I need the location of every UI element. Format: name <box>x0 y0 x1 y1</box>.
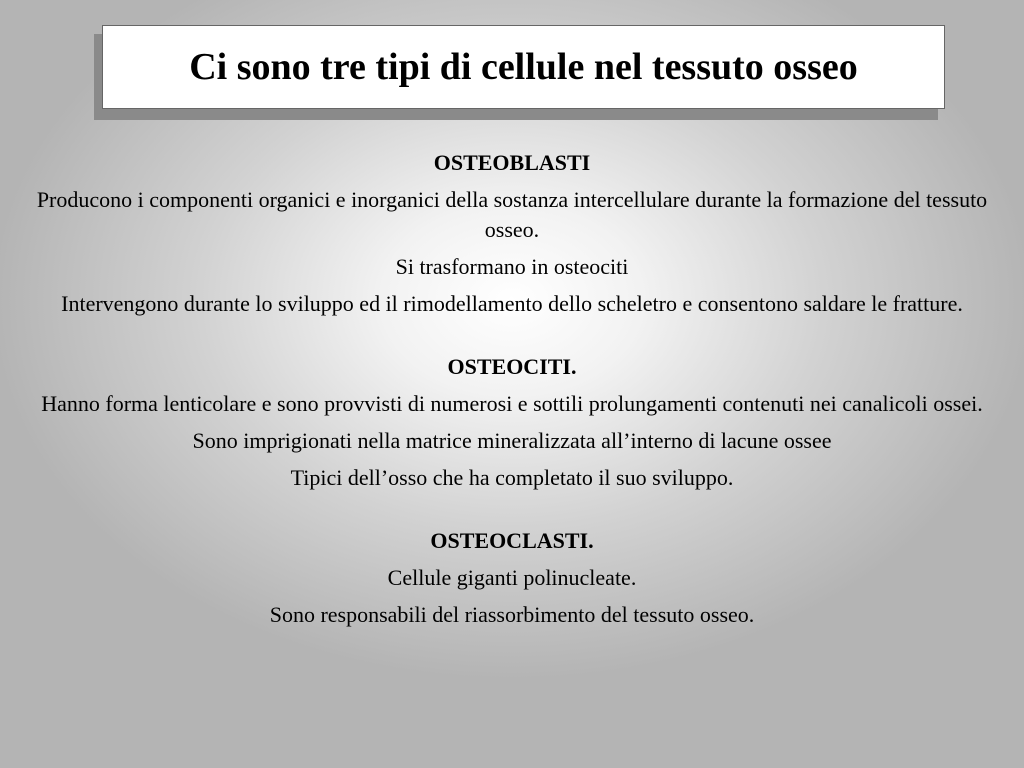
body-line: Producono i componenti organici e inorganici della sostanza intercellulare durante la formazione del tessuto osseo. <box>36 187 988 242</box>
section-heading-osteoblasti: OSTEOBLASTI <box>433 150 591 175</box>
title-box <box>102 25 945 109</box>
body-line: Tipici dell’osso che ha completato il suo sviluppo. <box>290 465 734 490</box>
section-heading-osteociti: OSTEOCITI. <box>447 354 577 379</box>
body-line: Intervengono durante lo sviluppo ed il rimodellamento dello scheletro e consentono saldare le fratture. <box>61 291 963 316</box>
body-line: Sono responsabili del riassorbimento del tessuto osseo. <box>269 602 755 627</box>
slide-body <box>10 148 1014 637</box>
section-spacer <box>10 326 1014 352</box>
body-line: Si trasformano in osteociti <box>395 254 629 279</box>
body-line: Sono imprigionati nella matrice mineralizzata all’interno di lacune ossee <box>192 428 832 453</box>
section-spacer <box>10 500 1014 526</box>
section-heading-osteoclasti: OSTEOCLASTI. <box>430 528 594 553</box>
body-line: Hanno forma lenticolare e sono provvisti di numerosi e sottili prolungamenti contenuti nei canalicoli ossei. <box>41 391 983 416</box>
body-line: Cellule giganti polinucleate. <box>387 565 637 590</box>
slide-title: Ci sono tre tipi di cellule nel tessuto osseo <box>189 46 858 88</box>
